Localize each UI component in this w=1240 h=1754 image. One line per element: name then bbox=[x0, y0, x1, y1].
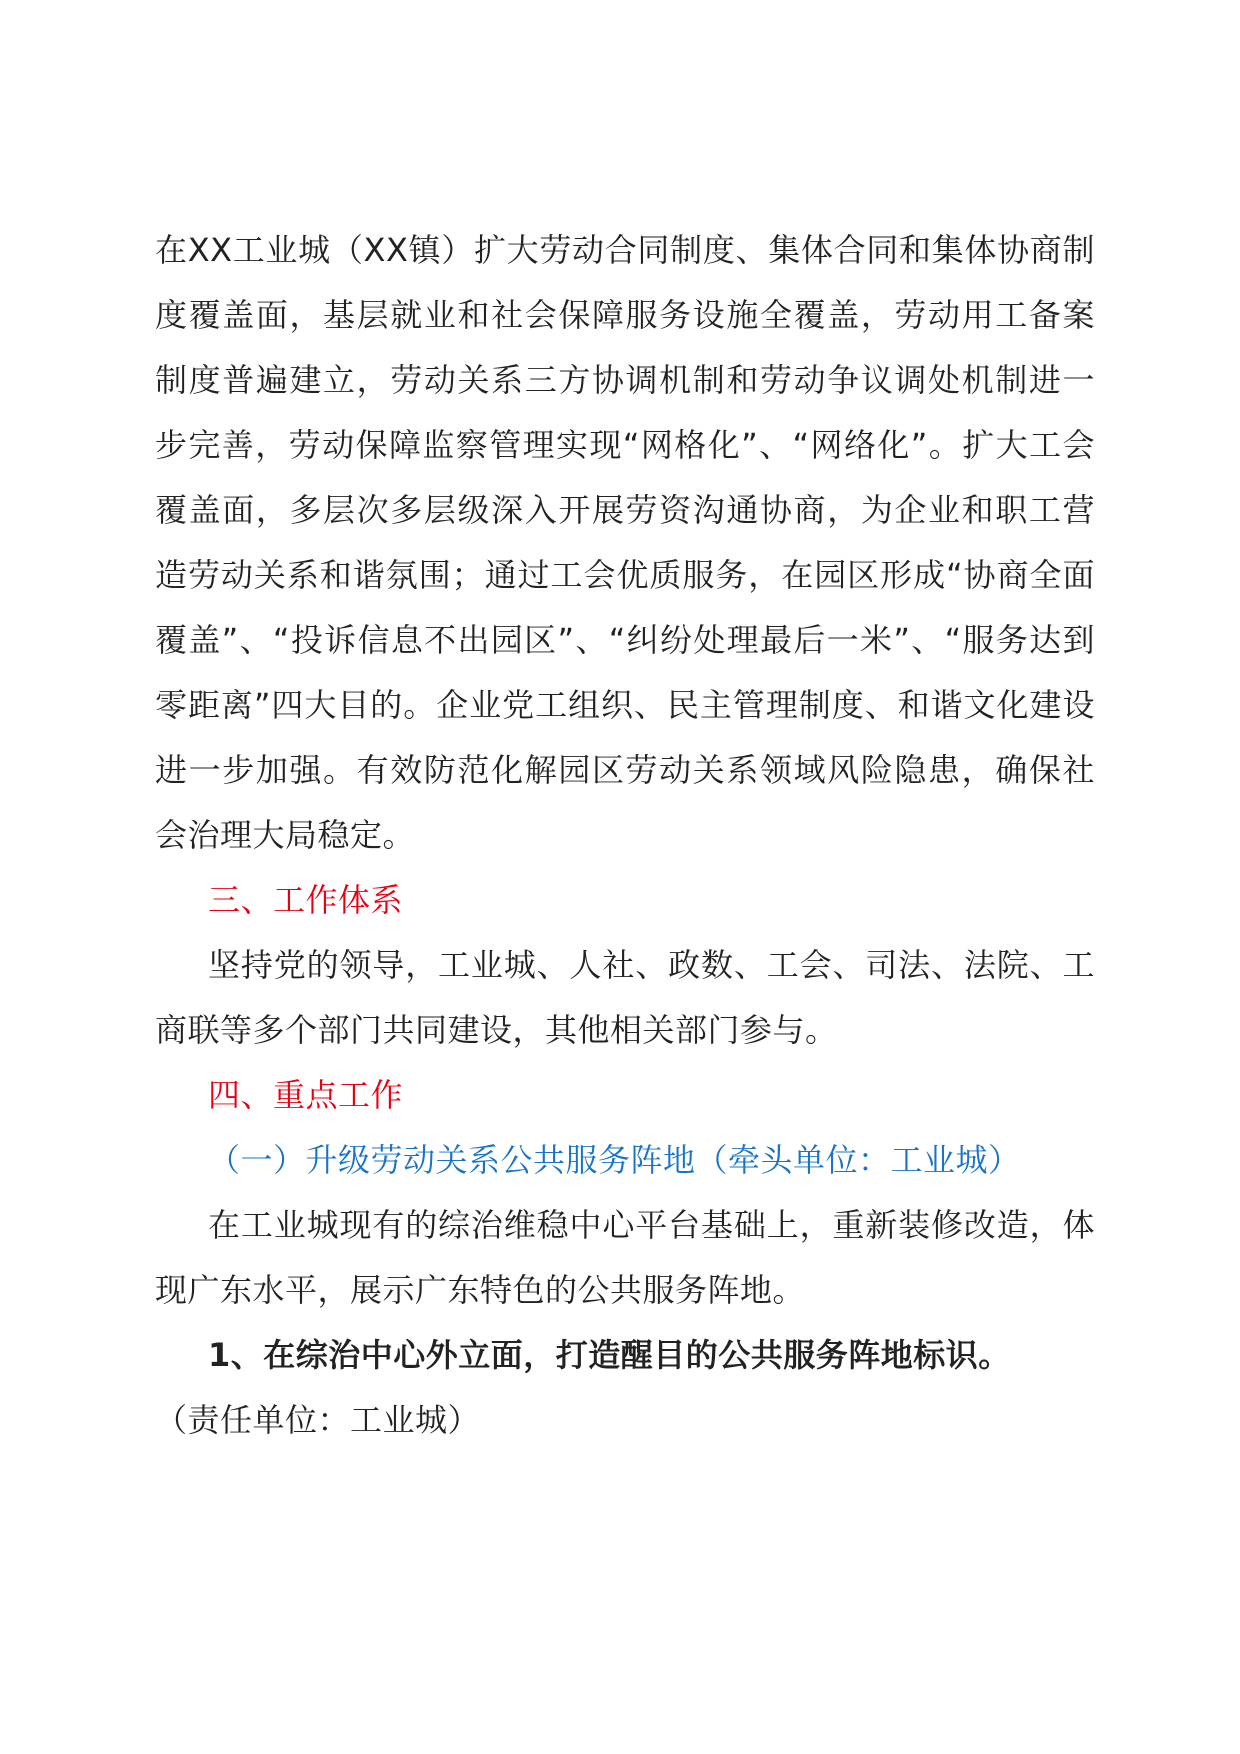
section-heading-key-work: 四、重点工作 bbox=[208, 1076, 404, 1114]
service-position-paragraph: 在工业城现有的综治维稳中心平台基础上，重新装修改造，体现广东水平，展示广东特色的公共服务阵地。 bbox=[155, 1206, 1095, 1309]
subheading-service-position: （一）升级劳动关系公共服务阵地（牵头单位：工业城） bbox=[208, 1141, 1021, 1179]
section-heading-work-system: 三、工作体系 bbox=[208, 881, 404, 919]
document-body bbox=[155, 218, 1095, 1453]
item-1-heading: 1、在综治中心外立面，打造醒目的公共服务阵地标识。 bbox=[208, 1336, 1011, 1374]
work-system-paragraph: 坚持党的领导，工业城、人社、政数、工会、司法、法院、工商联等多个部门共同建设，其他相关部门参与。 bbox=[155, 946, 1095, 1049]
intro-paragraph: 在XX工业城（XX镇）扩大劳动合同制度、集体合同和集体协商制度覆盖面，基层就业和社会保障服务设施全覆盖，劳动用工备案制度普遍建立，劳动关系三方协调机制和劳动争议调处机制进一步完善，劳动保障监察管理实现“网格化”、“网络化”。扩大工会覆盖面，多层次多层级深入开展劳资沟通协商，为企业和职工营造劳动关系和谐氛围；通过工会优质服务，在园区形成“协商全面覆盖”、“投诉信息不出园区”、“纠纷处理最后一米”、“服务达到零距离”四大目的。企业党工组织、民主管理制度、和谐文化建设进一步加强。有效防范化解园区劳动关系领域风险隐患，确保社会治理大局稳定。 bbox=[155, 231, 1095, 854]
responsible-unit-note: （责任单位：工业城） bbox=[155, 1401, 481, 1439]
